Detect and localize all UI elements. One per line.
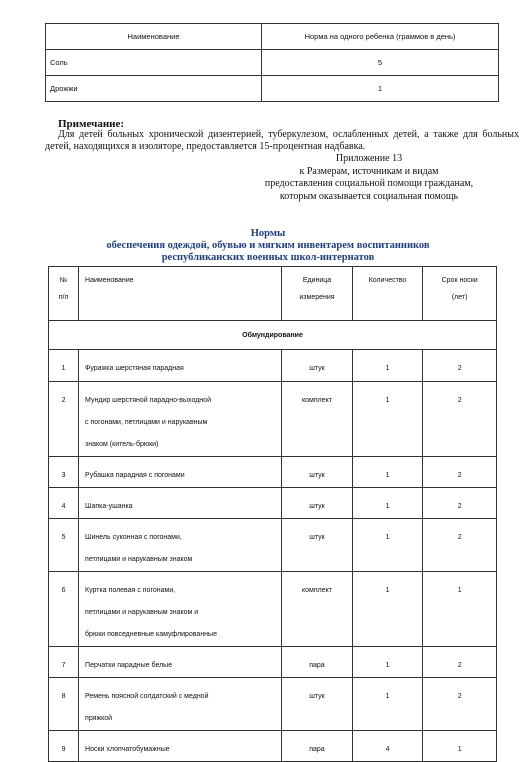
row-name-line: Перчатки парадные белые	[85, 662, 173, 669]
row-qty-value: 1	[385, 365, 390, 372]
row-name	[79, 731, 282, 762]
row-name-line: Куртка полевая с погонами,	[85, 587, 176, 594]
row-num	[49, 457, 79, 488]
row-term	[423, 731, 497, 762]
row-name-line: Фуражка шерстяная парадная	[85, 365, 184, 372]
row-unit-value: комплект	[302, 587, 332, 594]
row-term	[423, 519, 497, 572]
row-num	[49, 488, 79, 519]
row-name	[79, 678, 282, 731]
row-term	[423, 382, 497, 457]
document-title	[40, 228, 496, 264]
table-row	[46, 50, 499, 76]
norms-top-table	[45, 23, 499, 102]
title-line: республиканских военных школ-интернатов	[161, 252, 375, 263]
row-num-value: 7	[61, 662, 66, 669]
row-unit	[282, 572, 353, 647]
row-qty	[352, 488, 423, 519]
header-name: Наименование	[46, 24, 262, 50]
header-text: Срок носки	[441, 277, 478, 284]
header-text: Количество	[368, 277, 407, 284]
row-term	[423, 647, 497, 678]
row-term-value: 1	[457, 746, 462, 753]
section-row	[49, 321, 497, 350]
header-unit	[282, 267, 353, 321]
row-name-line: Шинель суконная с погонами,	[85, 534, 182, 541]
row-qty	[352, 678, 423, 731]
row-qty	[352, 647, 423, 678]
row-term-value: 2	[457, 472, 462, 479]
row-qty-value: 1	[385, 693, 390, 700]
row-unit	[282, 382, 353, 457]
row-name-line: брюки повседневные камуфлированные	[85, 631, 217, 638]
header-name	[79, 267, 282, 321]
row-name	[79, 457, 282, 488]
header-qty	[352, 267, 423, 321]
row-num	[49, 647, 79, 678]
row-unit	[282, 731, 353, 762]
row-num	[49, 678, 79, 731]
row-unit-value: пара	[309, 662, 325, 669]
row-unit-value: штук	[309, 365, 325, 372]
row-term-value: 2	[457, 693, 462, 700]
row-term	[423, 457, 497, 488]
row-name-line: петлицами и нарукавным знаком и	[85, 609, 199, 616]
table-row	[49, 678, 497, 731]
title-line: обеспечения одеждой, обувью и мягким инвентарем воспитанников	[106, 240, 430, 251]
row-unit-value: штук	[309, 693, 325, 700]
table-row	[49, 382, 497, 457]
row-name	[79, 350, 282, 382]
header-term	[423, 267, 497, 321]
header-text: (лет)	[451, 294, 468, 301]
row-unit	[282, 519, 353, 572]
row-term	[423, 572, 497, 647]
row-unit	[282, 350, 353, 382]
row-name-line: знаком (китель-брюки)	[85, 441, 159, 448]
row-qty	[352, 731, 423, 762]
header-num	[49, 267, 79, 321]
header-text: п/п	[58, 294, 69, 301]
table-row	[49, 647, 497, 678]
row-num	[49, 382, 79, 457]
row-name-line: пряжкой	[85, 715, 113, 722]
row-num-value: 5	[61, 534, 66, 541]
clothing-norms-table	[48, 266, 497, 762]
row-name	[79, 488, 282, 519]
row-num	[49, 519, 79, 572]
row-value: 1	[262, 76, 499, 102]
row-unit	[282, 647, 353, 678]
note-title: Примечание:	[58, 118, 125, 130]
row-unit-value: комплект	[302, 397, 332, 404]
row-qty	[352, 382, 423, 457]
row-num	[49, 572, 79, 647]
row-name-line: Рубашка парадная с погонами	[85, 472, 185, 479]
header-text: измерения	[299, 294, 335, 301]
appendix-line: к Размерам, источникам и видам	[299, 165, 439, 177]
row-term-value: 2	[457, 397, 462, 404]
row-unit-value: штук	[309, 534, 325, 541]
row-term	[423, 488, 497, 519]
row-name-line: петлицами и нарукавным знаком	[85, 556, 193, 563]
row-unit	[282, 457, 353, 488]
table-header-row	[49, 267, 497, 321]
appendix-line: предоставления социальной помощи гражданам,	[264, 178, 474, 189]
title-line: Нормы	[250, 228, 286, 239]
row-num-value: 8	[61, 693, 66, 700]
table-row	[49, 572, 497, 647]
row-qty	[352, 519, 423, 572]
appendix-line: которым оказывается социальная помощь	[279, 190, 459, 202]
row-num-value: 1	[61, 365, 66, 372]
section-title: Обмундирование	[49, 321, 497, 350]
table-row	[49, 350, 497, 382]
row-unit-value: пара	[309, 746, 325, 753]
row-qty-value: 1	[385, 587, 390, 594]
row-name	[79, 519, 282, 572]
row-value: 5	[262, 50, 499, 76]
row-qty-value: 1	[385, 534, 390, 541]
row-qty-value: 1	[385, 472, 390, 479]
row-name	[79, 647, 282, 678]
table-row	[49, 731, 497, 762]
row-term-value: 2	[457, 534, 462, 541]
row-unit-value: штук	[309, 472, 325, 479]
row-num-value: 3	[61, 472, 66, 479]
row-qty	[352, 350, 423, 382]
row-qty-value: 1	[385, 662, 390, 669]
row-name-line: Мундир шерстяной парадно-выходной	[85, 397, 211, 404]
note-text: Для детей больных хронической дизентерией, туберкулезом, ослабленных детей, а также для больных детей, находящихся в изоляторе, предоставляется 15-процентная надбавка.	[45, 129, 519, 152]
row-qty-value: 1	[385, 503, 390, 510]
row-num-value: 6	[61, 587, 66, 594]
header-norm: Норма на одного ребенка (граммов в день)	[262, 24, 499, 50]
row-term-value: 2	[457, 662, 462, 669]
row-name	[79, 572, 282, 647]
row-qty	[352, 457, 423, 488]
row-num	[49, 731, 79, 762]
appendix-line: Приложение 13	[335, 153, 403, 164]
row-term-value: 2	[457, 365, 462, 372]
row-name-line: Шапка-ушанка	[85, 503, 133, 510]
row-term-value: 2	[457, 503, 462, 510]
row-name-line: Ремень поясной солдатский с медной	[85, 693, 209, 700]
row-name: Соль	[46, 50, 262, 76]
row-qty-value: 4	[385, 746, 390, 753]
header-text: №	[59, 277, 68, 284]
header-text: Наименование	[85, 277, 134, 284]
row-name: Дрожжи	[46, 76, 262, 102]
row-name-line: Носки хлопчатобумажные	[85, 746, 170, 753]
row-qty	[352, 572, 423, 647]
table-row	[49, 519, 497, 572]
table-header-row	[46, 24, 499, 50]
appendix-block	[219, 153, 519, 203]
row-unit	[282, 678, 353, 731]
table-row	[46, 76, 499, 102]
row-num-value: 4	[61, 503, 66, 510]
row-name-line: с погонами, петлицами и нарукавным	[85, 419, 208, 426]
row-num	[49, 350, 79, 382]
row-term-value: 1	[457, 587, 462, 594]
row-name	[79, 382, 282, 457]
row-term	[423, 350, 497, 382]
table-row	[49, 488, 497, 519]
row-qty-value: 1	[385, 397, 390, 404]
table-row	[49, 457, 497, 488]
row-num-value: 2	[61, 397, 66, 404]
row-unit	[282, 488, 353, 519]
row-term	[423, 678, 497, 731]
header-text: Единица	[302, 277, 332, 284]
row-unit-value: штук	[309, 503, 325, 510]
row-num-value: 9	[61, 746, 66, 753]
